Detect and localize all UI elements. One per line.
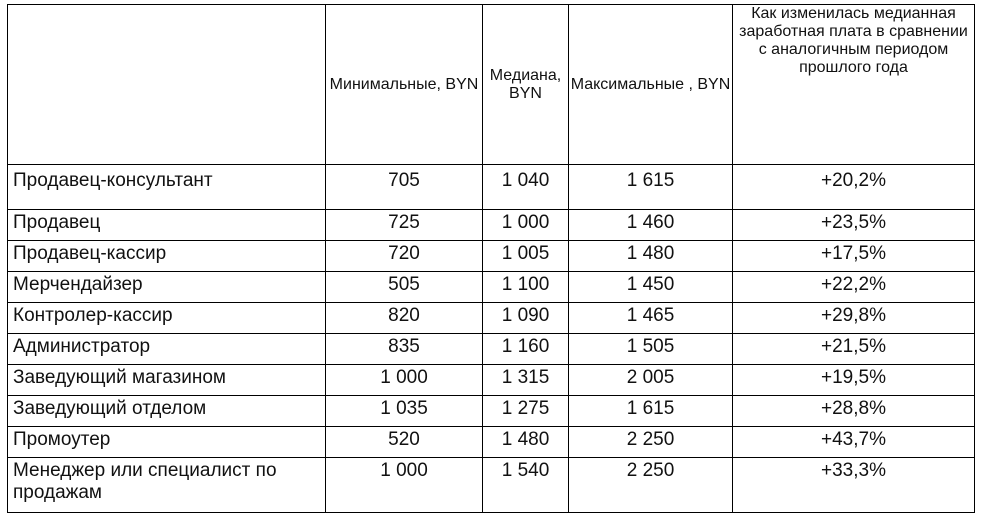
cell-max: 1 480 (569, 241, 733, 272)
table-row (8, 334, 975, 365)
cell-min: 820 (326, 303, 483, 334)
cell-max: 2 250 (569, 458, 733, 513)
cell-max: 2 005 (569, 365, 733, 396)
header-median: Медиана, BYN (483, 5, 569, 165)
cell-change: +17,5% (733, 241, 975, 272)
cell-min: 520 (326, 427, 483, 458)
table-row (8, 303, 975, 334)
cell-median: 1 160 (483, 334, 569, 365)
cell-change: +29,8% (733, 303, 975, 334)
table-row (8, 241, 975, 272)
cell-median: 1 275 (483, 396, 569, 427)
cell-min: 1 000 (326, 365, 483, 396)
cell-role: Менеджер или специалист по продажам (8, 458, 326, 513)
cell-median: 1 000 (483, 210, 569, 241)
header-max: Максимальные , BYN (569, 5, 733, 165)
table-row (8, 396, 975, 427)
cell-change: +23,5% (733, 210, 975, 241)
cell-max: 1 505 (569, 334, 733, 365)
header-change: Как изменилась медианная заработная плата в сравнении с аналогичным периодом прошлого года (733, 5, 975, 165)
cell-median: 1 540 (483, 458, 569, 513)
table-row (8, 165, 975, 210)
cell-min: 1 035 (326, 396, 483, 427)
table-row (8, 210, 975, 241)
cell-median: 1 315 (483, 365, 569, 396)
salary-table (7, 4, 975, 513)
cell-change: +33,3% (733, 458, 975, 513)
cell-change: +28,8% (733, 396, 975, 427)
cell-max: 1 460 (569, 210, 733, 241)
cell-role: Администратор (8, 334, 326, 365)
table-header-row (8, 5, 975, 165)
cell-min: 720 (326, 241, 483, 272)
table-row (8, 365, 975, 396)
cell-min: 1 000 (326, 458, 483, 513)
cell-change: +22,2% (733, 272, 975, 303)
cell-max: 2 250 (569, 427, 733, 458)
cell-role: Мерчендайзер (8, 272, 326, 303)
cell-min: 835 (326, 334, 483, 365)
cell-role: Заведующий отделом (8, 396, 326, 427)
cell-min: 725 (326, 210, 483, 241)
cell-role: Промоутер (8, 427, 326, 458)
cell-max: 1 615 (569, 165, 733, 210)
header-role (8, 5, 326, 165)
cell-change: +19,5% (733, 365, 975, 396)
cell-role: Контролер-кассир (8, 303, 326, 334)
cell-max: 1 465 (569, 303, 733, 334)
cell-role: Продавец (8, 210, 326, 241)
cell-median: 1 480 (483, 427, 569, 458)
cell-change: +21,5% (733, 334, 975, 365)
cell-median: 1 040 (483, 165, 569, 210)
cell-median: 1 100 (483, 272, 569, 303)
table-row (8, 427, 975, 458)
cell-median: 1 090 (483, 303, 569, 334)
cell-role: Продавец-кассир (8, 241, 326, 272)
cell-max: 1 615 (569, 396, 733, 427)
cell-median: 1 005 (483, 241, 569, 272)
cell-min: 505 (326, 272, 483, 303)
cell-max: 1 450 (569, 272, 733, 303)
cell-role: Заведующий магазином (8, 365, 326, 396)
cell-change: +20,2% (733, 165, 975, 210)
header-min: Минимальные, BYN (326, 5, 483, 165)
cell-min: 705 (326, 165, 483, 210)
table-row (8, 272, 975, 303)
table-row (8, 458, 975, 513)
cell-role: Продавец-консультант (8, 165, 326, 210)
cell-change: +43,7% (733, 427, 975, 458)
